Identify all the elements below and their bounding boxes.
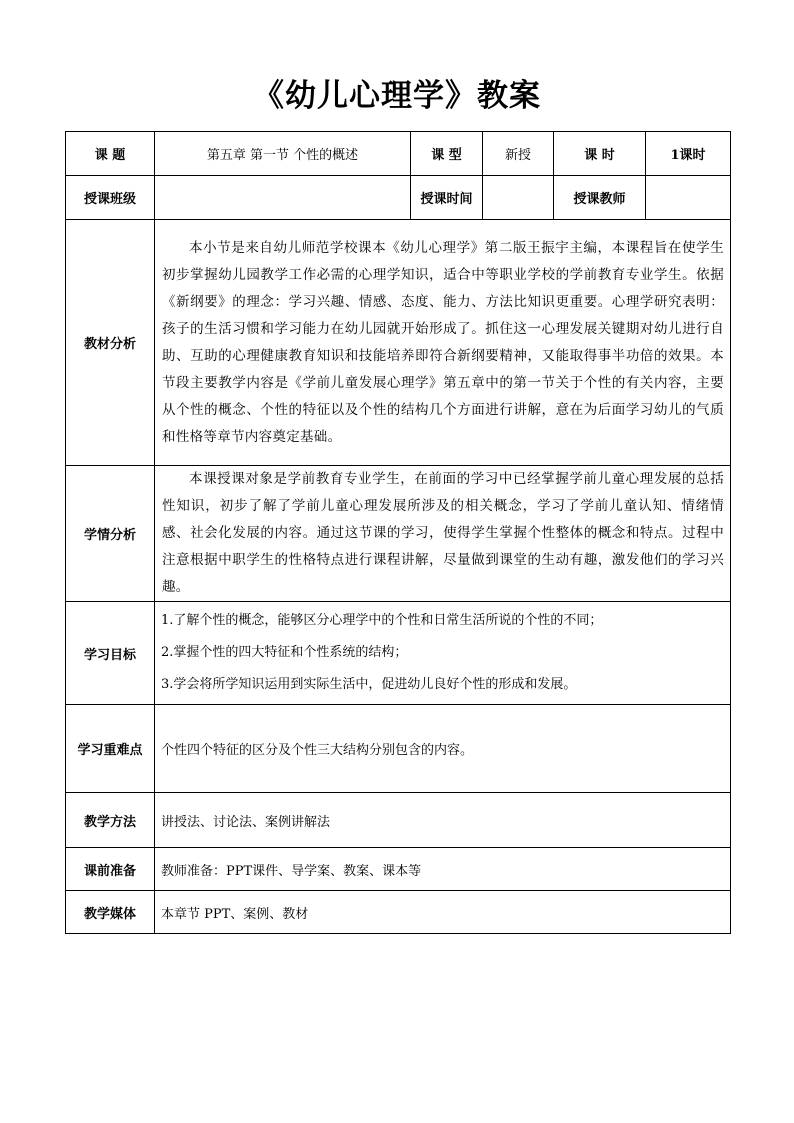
key-points-text: 个性四个特征的区分及个性三大结构分别包含的内容。 (161, 743, 474, 758)
topic-value: 第五章 第一节 个性的概述 (155, 132, 411, 176)
type-value: 新授 (483, 132, 554, 176)
methods-row (66, 793, 731, 848)
hours-value: 1课时 (646, 132, 731, 176)
learners-cell (155, 466, 731, 602)
material-cell (155, 220, 731, 466)
topic-label: 课 题 (66, 132, 155, 176)
media-text: 本章节 PPT、案例、教材 (161, 906, 309, 922)
type-label: 课 型 (411, 132, 483, 176)
key-points-label: 学习重难点 (66, 705, 155, 793)
methods-cell (155, 793, 731, 848)
goal-item: 3.学会将所学知识运用到实际生活中，促进幼儿良好个性的形成和发展。 (161, 677, 577, 692)
preparation-cell (155, 848, 731, 891)
goals-label: 学习目标 (66, 602, 155, 705)
key-points-cell (155, 705, 731, 793)
goal-item: 1.了解个性的概念，能够区分心理学中的个性和日常生活所说的个性的不同； (161, 613, 603, 628)
lesson-plan-table (65, 131, 731, 934)
methods-text: 讲授法、讨论法、案例讲解法 (161, 814, 331, 830)
methods-label: 教学方法 (66, 793, 155, 848)
page-title: 《幼儿心理学》教案 (253, 78, 541, 114)
goal-item: 2.掌握个性的四大特征和个性系统的结构； (161, 645, 408, 660)
teacher-label: 授课教师 (554, 176, 646, 220)
teacher-value (646, 176, 731, 220)
preparation-row (66, 848, 731, 891)
learners-label: 学情分析 (66, 466, 155, 602)
media-cell (155, 891, 731, 934)
media-label: 教学媒体 (66, 891, 155, 934)
material-label: 教材分析 (66, 220, 155, 466)
material-row (66, 220, 731, 466)
hours-label: 课 时 (554, 132, 646, 176)
class-label: 授课班级 (66, 176, 155, 220)
class-value (155, 176, 411, 220)
learners-text: 本课授课对象是学前教育专业学生，在前面的学习中已经掌握学前儿童心理发展的总括性知识，初步了解了学前儿童心理发展所涉及的相关概念，学习了学前儿童认知、情绪情感、社会化发展的内容。通过这节课的学习，使得学生掌握个性整体的概念和特点。过程中注意根据中职学生的性格特点进行课程讲解，尽量做到课堂的生动有趣，激发他们的学习兴趣。 (162, 471, 724, 595)
preparation-text: 教师准备：PPT课件、导学案、教案、课本等 (161, 863, 422, 879)
preparation-label: 课前准备 (66, 848, 155, 891)
header-row (66, 132, 731, 176)
goals-cell (155, 602, 731, 705)
class-row (66, 176, 731, 220)
key-points-row (66, 705, 731, 793)
material-text: 本小节是来自幼儿师范学校课本《幼儿心理学》第二版王振宇主编，本课程旨在使学生初步掌握幼儿园教学工作必需的心理学知识，适合中等职业学校的学前教育专业学生。依据《新纲要》的理念：学习兴趣、情感、态度、能力、方法比知识更重要。心理学研究表明：孩子的生活习惯和学习能力在幼儿园就开始形成了。抓住这一心理发展关键期对幼儿进行自助、互助的心理健康教育知识和技能培养即符合新纲要精神，又能取得事半功倍的效果。本节段主要教学内容是《学前儿童发展心理学》第五章中的第一节关于个性的有关内容，主要从个性的概念、个性的特征以及个性的结构几个方面进行讲解，意在为后面学习幼儿的气质和性格等章节内容奠定基础。 (162, 239, 724, 445)
learners-row (66, 466, 731, 602)
time-value (483, 176, 554, 220)
media-row (66, 891, 731, 934)
goals-row (66, 602, 731, 705)
time-label: 授课时间 (411, 176, 483, 220)
